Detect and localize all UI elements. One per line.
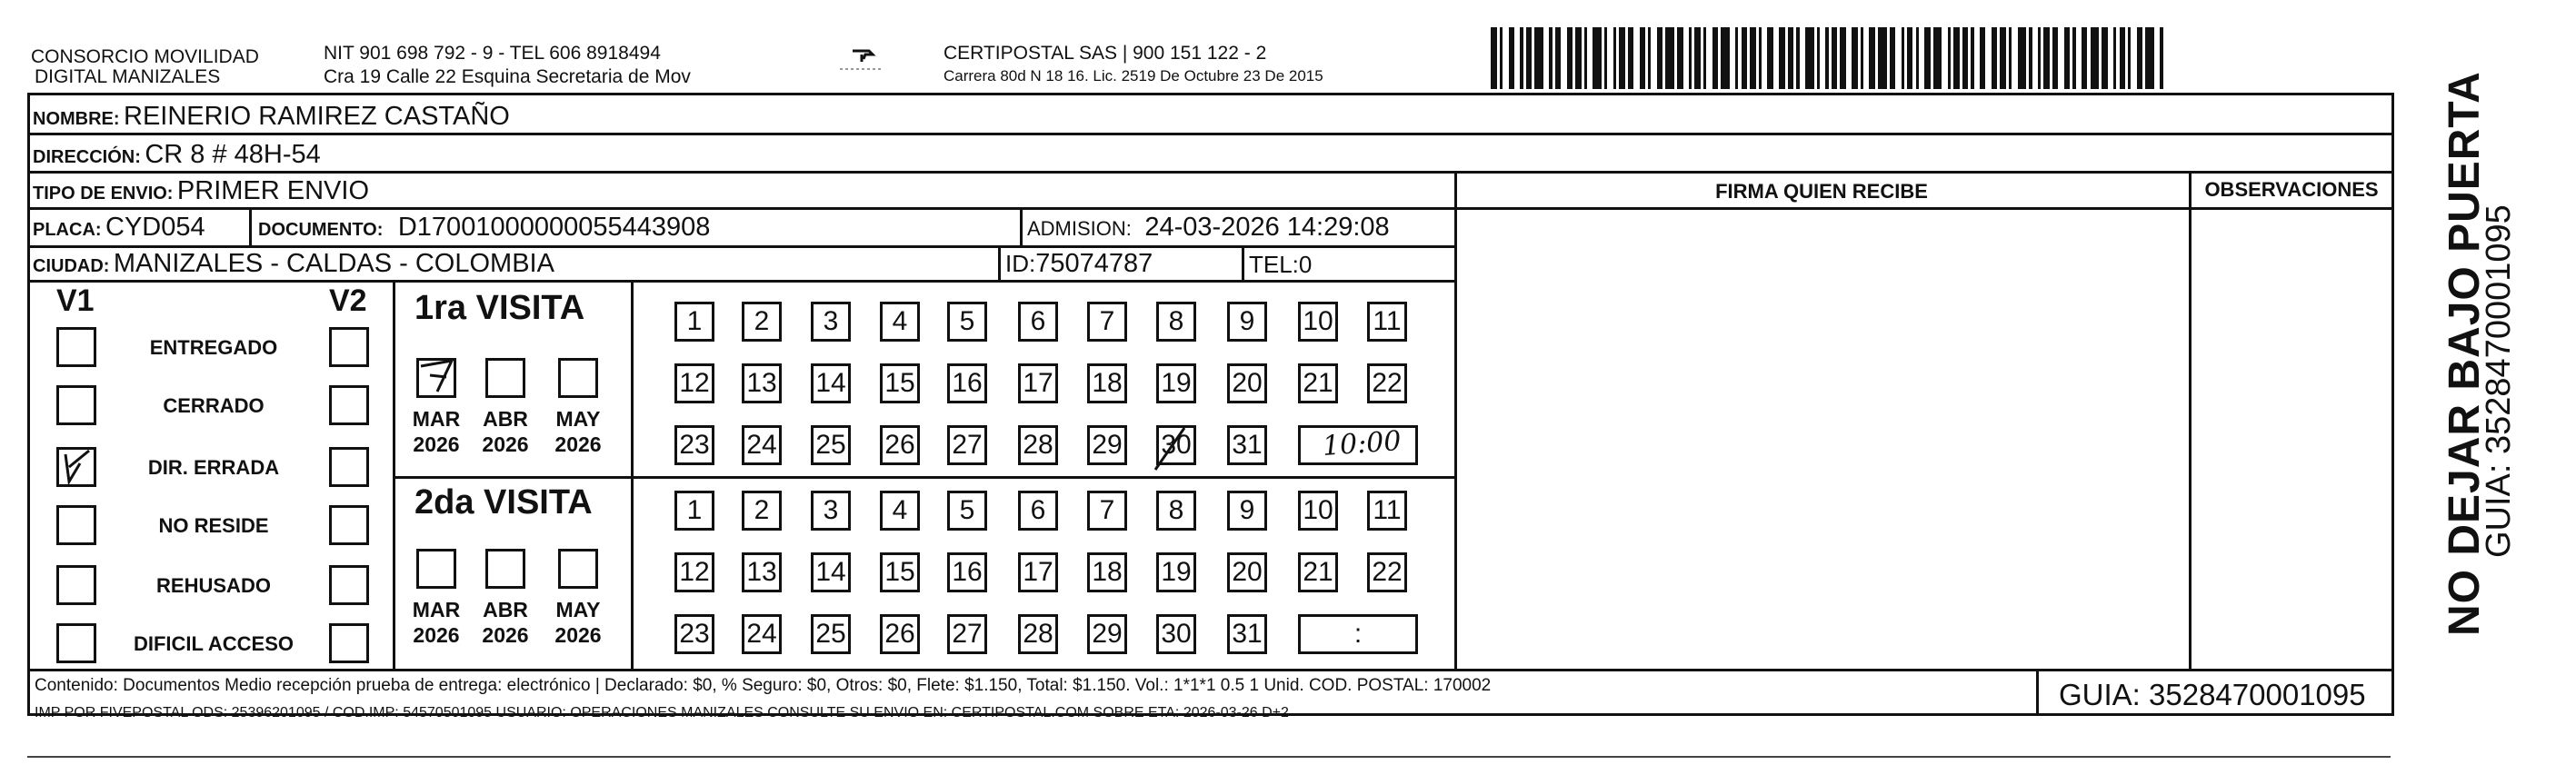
visit1-day-box[interactable]: 20 — [1227, 363, 1267, 403]
postal-logo-icon — [834, 44, 889, 75]
direccion-value: CR 8 # 48H-54 — [145, 140, 321, 169]
address-line: Cra 19 Calle 22 Esquina Secretaria de Mov — [324, 66, 691, 87]
certipostal-line2: Carrera 80d N 18 16. Lic. 2519 De Octubre 23 De 2015 — [944, 67, 1323, 84]
visit1-day-box[interactable]: 27 — [947, 425, 987, 465]
visit2-month-label: MAR — [412, 598, 461, 621]
visit2-year-label: 2026 — [554, 623, 602, 647]
handwritten-slash-icon — [1148, 424, 1203, 479]
visit1-title: 1ra VISITA — [414, 289, 585, 327]
visit2-day-box[interactable]: 25 — [811, 614, 851, 654]
visit2-title: 2da VISITA — [414, 483, 593, 522]
visit1-day-box[interactable]: 1 — [674, 302, 714, 342]
tel-value: 0 — [1298, 251, 1313, 278]
visit1-day-box[interactable]: 30 — [1156, 425, 1196, 465]
visit1-day-box[interactable]: 21 — [1298, 363, 1338, 403]
visit1-day-box[interactable]: 9 — [1227, 302, 1267, 342]
no-dejar-bajo-puerta: NO DEJAR BAJO PUERTA — [2441, 71, 2489, 636]
tel-label: TEL: — [1249, 251, 1299, 278]
visit2-day-box[interactable]: 19 — [1156, 552, 1196, 592]
visit2-day-box[interactable]: 8 — [1156, 491, 1196, 531]
visit1-day-box[interactable]: 4 — [880, 302, 920, 342]
visit2-day-box[interactable]: 12 — [674, 552, 714, 592]
id-label: ID: — [1005, 250, 1036, 277]
visit1-time-box[interactable] — [1298, 425, 1418, 465]
visit2-day-box[interactable]: 15 — [880, 552, 920, 592]
reason-label: DIR. ERRADA — [147, 456, 280, 479]
observaciones-area[interactable] — [2192, 211, 2392, 667]
reason-label: REHUSADO — [156, 574, 271, 597]
visit2-month-label: MAY — [555, 598, 601, 621]
tipo-envio-value: PRIMER ENVIO — [176, 176, 370, 205]
visit1-day-box[interactable]: 25 — [811, 425, 851, 465]
visit1-day-box[interactable]: 29 — [1087, 425, 1127, 465]
certipostal-line1: CERTIPOSTAL SAS | 900 151 122 - 2 — [944, 43, 1267, 64]
nit-line: NIT 901 698 792 - 9 - TEL 606 8918494 — [324, 43, 661, 64]
visit1-day-box[interactable]: 24 — [742, 425, 782, 465]
nombre-label: NOMBRE: — [33, 109, 120, 129]
visit1-month-box-abr[interactable] — [485, 358, 525, 398]
visit1-day-box[interactable]: 3 — [811, 302, 851, 342]
v1-checkbox-cerrado[interactable] — [56, 385, 96, 425]
visit1-day-box[interactable]: 7 — [1087, 302, 1127, 342]
visit1-month-label: MAR — [412, 407, 461, 431]
v2-checkbox-dir-errada[interactable] — [329, 447, 369, 487]
visit2-month-box-may[interactable] — [558, 549, 598, 589]
visit2-month-label: ABR — [483, 598, 528, 621]
tipo-envio-label: TIPO DE ENVIO: — [33, 184, 174, 204]
visit1-day-box[interactable]: 10 — [1298, 302, 1338, 342]
visit1-year-label: 2026 — [413, 432, 460, 456]
visit2-day-box[interactable]: 23 — [674, 614, 714, 654]
visit2-day-box[interactable]: 16 — [947, 552, 987, 592]
visit2-day-box[interactable]: 4 — [880, 491, 920, 531]
visit2-year-label: 2026 — [413, 623, 460, 647]
v1-header: V1 — [56, 283, 95, 318]
v1-checkbox-no-reside[interactable] — [56, 505, 96, 545]
company-name-line1: CONSORCIO MOVILIDAD — [31, 46, 259, 67]
firma-area[interactable] — [1458, 211, 2187, 667]
visit1-day-box[interactable]: 17 — [1018, 363, 1058, 403]
v2-checkbox-rehusado[interactable] — [329, 565, 369, 605]
visit1-day-box[interactable]: 11 — [1367, 302, 1407, 342]
footer-contenido: Contenido: Documentos Medio recepción prueba de entrega: electrónico | Declarado: $0, % Seguro: $0, Otros: $0, Flete: $1.150, Total: $1.150. Vol.: 1*1*1 0.5 1 Unid. COD. POSTAL: 170002 — [35, 676, 1492, 695]
visit1-day-box[interactable]: 28 — [1018, 425, 1058, 465]
visit2-day-box[interactable]: 20 — [1227, 552, 1267, 592]
v1-checkbox-dir-errada[interactable] — [56, 447, 96, 487]
company-name-line2: DIGITAL MANIZALES — [35, 66, 221, 87]
v2-checkbox-no-reside[interactable] — [329, 505, 369, 545]
visit2-day-box[interactable]: 30 — [1156, 614, 1196, 654]
visit2-day-box[interactable]: 26 — [880, 614, 920, 654]
visit2-day-box[interactable]: 1 — [674, 491, 714, 531]
visit2-day-box[interactable]: 10 — [1298, 491, 1338, 531]
visit2-year-label: 2026 — [482, 623, 529, 647]
visit2-day-box[interactable]: 24 — [742, 614, 782, 654]
reason-label: DIFICIL ACCESO — [133, 632, 294, 655]
visit2-day-box[interactable]: 17 — [1018, 552, 1058, 592]
visit1-day-box[interactable]: 5 — [947, 302, 987, 342]
reason-label: NO RESIDE — [158, 514, 269, 537]
visit2-month-box-mar[interactable] — [416, 549, 456, 589]
visit1-year-label: 2026 — [482, 432, 529, 456]
visit1-day-box[interactable]: 12 — [674, 363, 714, 403]
visit1-day-box[interactable]: 13 — [742, 363, 782, 403]
v2-checkbox-dificil-acceso[interactable] — [329, 623, 369, 663]
visit2-time-box[interactable] — [1298, 614, 1418, 654]
visit2-day-box[interactable]: 11 — [1367, 491, 1407, 531]
visit2-day-box[interactable]: 7 — [1087, 491, 1127, 531]
visit2-day-box[interactable]: 2 — [742, 491, 782, 531]
visit2-day-box[interactable]: 18 — [1087, 552, 1127, 592]
id-value: 75074787 — [1035, 249, 1153, 278]
visit2-day-box[interactable]: 9 — [1227, 491, 1267, 531]
v2-checkbox-entregado[interactable] — [329, 327, 369, 367]
visit1-month-box-may[interactable] — [558, 358, 598, 398]
visit2-month-box-abr[interactable] — [485, 549, 525, 589]
visit1-day-box[interactable]: 6 — [1018, 302, 1058, 342]
v2-checkbox-cerrado[interactable] — [329, 385, 369, 425]
visit1-day-box[interactable]: 19 — [1156, 363, 1196, 403]
visit2-day-box[interactable]: 31 — [1227, 614, 1267, 654]
guia-vertical: GUIA: 3528470001095 — [2480, 204, 2518, 558]
placa-value: CYD054 — [105, 213, 205, 242]
visit2-day-box[interactable]: 3 — [811, 491, 851, 531]
reason-label: ENTREGADO — [149, 336, 278, 359]
documento-label: DOCUMENTO: — [258, 220, 384, 240]
visit1-day-box[interactable]: 14 — [811, 363, 851, 403]
visit2-day-box[interactable]: 14 — [811, 552, 851, 592]
visit2-day-box[interactable]: 13 — [742, 552, 782, 592]
visit2-day-box[interactable]: 27 — [947, 614, 987, 654]
visit1-day-box[interactable]: 16 — [947, 363, 987, 403]
observaciones-label: OBSERVACIONES — [2204, 178, 2379, 201]
visit2-time-colon: : — [1353, 619, 1363, 649]
v1-checkbox-entregado[interactable] — [56, 327, 96, 367]
visit1-day-box[interactable]: 22 — [1367, 363, 1407, 403]
firma-label: FIRMA QUIEN RECIBE — [1715, 180, 1928, 203]
v1-checkbox-dificil-acceso[interactable] — [56, 623, 96, 663]
nombre-value: REINERIO RAMIREZ CASTAÑO — [124, 102, 510, 131]
documento-value: D17001000000055443908 — [397, 213, 711, 242]
barcode — [1491, 27, 2163, 89]
footer-guia: GUIA: 3528470001095 — [2059, 678, 2366, 711]
visit1-day-box[interactable]: 31 — [1227, 425, 1267, 465]
visit1-day-box[interactable]: 26 — [880, 425, 920, 465]
footer-guia-box — [2036, 669, 2394, 716]
visit1-day-box[interactable]: 23 — [674, 425, 714, 465]
visit2-day-box[interactable]: 29 — [1087, 614, 1127, 654]
visit1-month-label: ABR — [483, 407, 528, 431]
check-mark-icon — [56, 447, 96, 487]
admision-value: 24-03-2026 14:29:08 — [1144, 213, 1390, 242]
visit1-month-box-mar[interactable] — [416, 358, 456, 398]
visit1-day-box[interactable]: 18 — [1087, 363, 1127, 403]
footer-imp: IMP POR FIVEPOSTAL ODS: 25396201095 / COD.IMP: 54570501095 USUARIO: OPERACIONES MANIZALES CONSULTE SU ENVIO EN: CERTIPOSTAL.COM SOBRE ETA: 2026-03-26 D+2 — [35, 705, 1289, 720]
visit2-day-box[interactable]: 5 — [947, 491, 987, 531]
visit1-year-label: 2026 — [554, 432, 602, 456]
visit1-month-label: MAY — [555, 407, 601, 431]
visit2-day-box[interactable]: 6 — [1018, 491, 1058, 531]
visit1-day-box[interactable]: 15 — [880, 363, 920, 403]
visit1-day-box[interactable]: 2 — [742, 302, 782, 342]
admision-label: ADMISION: — [1027, 217, 1132, 240]
visit2-day-box[interactable]: 22 — [1367, 552, 1407, 592]
visit2-day-box[interactable]: 21 — [1298, 552, 1338, 592]
visit2-day-box[interactable]: 28 — [1018, 614, 1058, 654]
reason-label: CERRADO — [163, 394, 265, 417]
v1-checkbox-rehusado[interactable] — [56, 565, 96, 605]
visit1-time-handwritten: 10:00 — [1321, 425, 1403, 462]
ciudad-label: CIUDAD: — [33, 256, 110, 276]
direccion-label: DIRECCIÓN: — [33, 147, 141, 167]
placa-label: PLACA: — [33, 220, 102, 240]
ciudad-value: MANIZALES - CALDAS - COLOMBIA — [113, 249, 554, 278]
visit1-day-box[interactable]: 8 — [1156, 302, 1196, 342]
v2-header: V2 — [329, 283, 367, 318]
